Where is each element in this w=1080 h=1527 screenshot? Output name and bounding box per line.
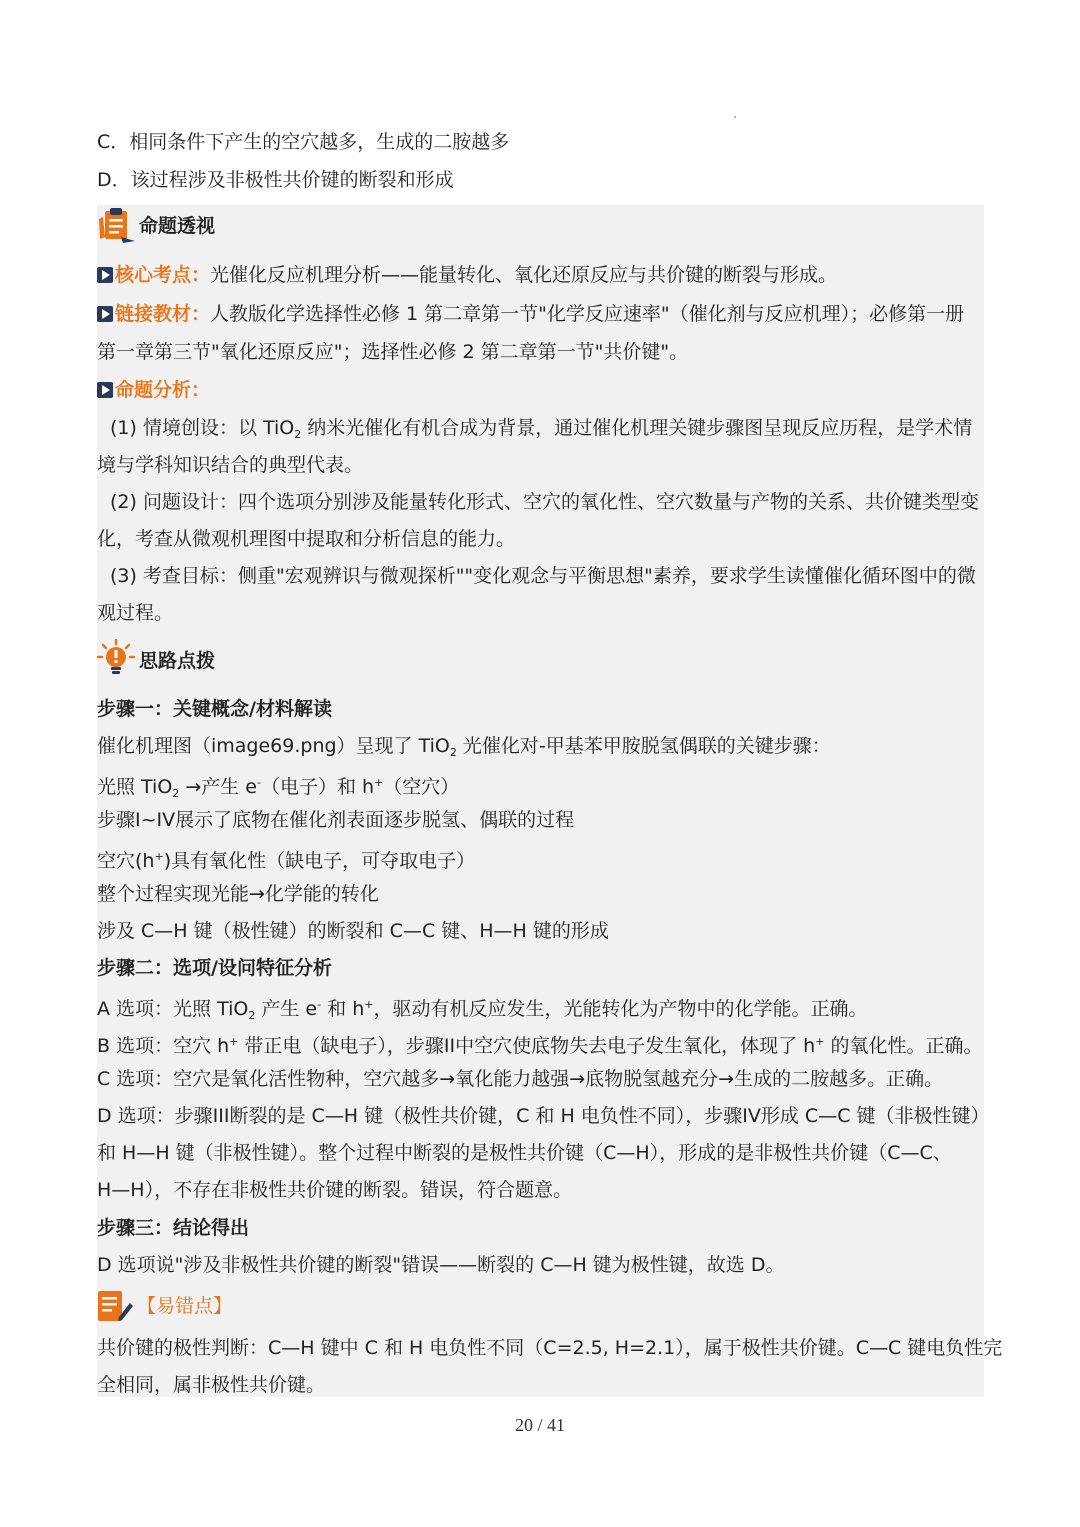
analysis-heading bbox=[97, 378, 210, 402]
option-d: D．该过程涉及非极性共价键的断裂和形成 bbox=[97, 169, 454, 191]
superscript: + bbox=[364, 998, 374, 1011]
option-c-analysis: C 选项：空穴是氧化活性物种，空穴越多→氧化能力越强→底物脱氢越充分→生成的二胺越多。正确。 bbox=[97, 1068, 944, 1090]
analysis-item-1-text-a: (1) 情境创设：以 TiO bbox=[110, 417, 295, 439]
core-point-line bbox=[97, 263, 837, 287]
step1-line-4-b: )具有氧化性（缺电子，可夺取电子） bbox=[163, 850, 476, 872]
option-a-text-a: A 选项：光照 TiO bbox=[97, 998, 249, 1020]
superscript: - bbox=[257, 776, 261, 789]
section-title-yicuo: 【易错点】 bbox=[137, 1295, 233, 1317]
option-d-analysis-1: D 选项：步骤III断裂的是 C—H 键（极性共价键，C 和 H 电负性不同），步骤IV形成 C—C 键（非极性键） bbox=[97, 1105, 990, 1127]
subscript: 2 bbox=[248, 1009, 256, 1022]
subscript: 2 bbox=[449, 746, 457, 759]
option-d-analysis-2: 和 H—H 键（非极性键）。整个过程中断裂的是极性共价键（C—H），形成的是非极性共价键（C—C、 bbox=[97, 1142, 952, 1164]
analysis-item-1 bbox=[110, 416, 972, 447]
option-a-text-b: 产生 e bbox=[255, 998, 318, 1020]
analysis-item-2: (2) 问题设计：四个选项分别涉及能量转化形式、空穴的氧化性、空穴数量与产物的关系、共价键类型变 bbox=[110, 491, 979, 513]
textbook-link-line bbox=[97, 302, 964, 326]
step1-line-4 bbox=[97, 845, 475, 873]
superscript: + bbox=[154, 850, 164, 863]
option-a-text-d: ，驱动有机反应发生，光能转化为产物中的化学能。正确。 bbox=[373, 998, 868, 1020]
option-c: C．相同条件下产生的空穴越多，生成的二胺越多 bbox=[97, 131, 510, 153]
play-icon bbox=[97, 382, 113, 398]
step3-title: 步骤三：结论得出 bbox=[97, 1217, 250, 1239]
option-b-text-a: B 选项：空穴 h bbox=[97, 1035, 230, 1057]
option-b-text-b: 带正电（缺电子），步骤II中空穴使底物失去电子发生氧化，体现了 h bbox=[238, 1035, 816, 1057]
analysis-item-1-cont: 境与学科知识结合的典型代表。 bbox=[97, 454, 364, 476]
step1-line-2 bbox=[97, 771, 459, 806]
option-a-analysis bbox=[97, 993, 867, 1028]
play-icon bbox=[97, 267, 113, 283]
subscript: 2 bbox=[172, 787, 180, 800]
core-point-label: 核心考点： bbox=[115, 264, 211, 286]
step1-line-1-a: 催化机理图（image69.png）呈现了 TiO bbox=[97, 735, 450, 757]
play-icon bbox=[97, 306, 113, 322]
analysis-item-3-cont: 观过程。 bbox=[97, 602, 174, 624]
analysis-item-3: (3) 考查目标：侧重"宏观辨识与微观探析""变化观念与平衡思想"素养，要求学生读懂催化循环图中的微 bbox=[110, 565, 976, 587]
page-number: 20 / 41 bbox=[514, 1415, 565, 1435]
option-a-text-c: 和 h bbox=[321, 998, 365, 1020]
analysis-label: 命题分析： bbox=[115, 379, 211, 401]
step1-line-2-c: （电子）和 h bbox=[260, 776, 375, 798]
pitfall-line-1: 共价键的极性判断：C—H 键中 C 和 H 电负性不同（C=2.5, H=2.1），属于极性共价键。C—C 键电负性完 bbox=[97, 1337, 1003, 1359]
section-title-silu: 思路点拨 bbox=[139, 650, 216, 672]
clipboard-icon bbox=[97, 207, 137, 249]
step1-line-2-d: （空穴） bbox=[383, 776, 460, 798]
textbook-link-text-2: 第一章第三节"氧化还原反应"；选择性必修 2 第二章第一节"共价键"。 bbox=[97, 341, 689, 363]
step3-conclusion: D 选项说"涉及非极性共价键的断裂"错误——断裂的 C—H 键为极性键，故选 D。 bbox=[97, 1254, 785, 1276]
step1-line-4-a: 空穴(h bbox=[97, 850, 155, 872]
section-title-mingti: 命题透视 bbox=[139, 215, 216, 237]
option-d-analysis-3: H—H），不存在非极性共价键的断裂。错误，符合题意。 bbox=[97, 1179, 573, 1201]
superscript: + bbox=[229, 1035, 239, 1048]
option-b-analysis bbox=[97, 1030, 982, 1058]
core-point-text: 光催化反应机理分析——能量转化、氧化还原反应与共价键的断裂与形成。 bbox=[210, 264, 838, 286]
superscript: - bbox=[317, 998, 322, 1011]
notepad-pen-icon bbox=[97, 1287, 133, 1329]
analysis-item-1-text-b: 纳米光催化有机合成为背景，通过催化机理关键步骤图呈现反应历程，是学术情 bbox=[301, 417, 973, 439]
step1-line-2-a: 光照 TiO bbox=[97, 776, 173, 798]
step1-line-1-b: 光催化对-甲基苯甲胺脱氢偶联的关键步骤： bbox=[456, 735, 831, 757]
textbook-link-text: 人教版化学选择性必修 1 第二章第一节"化学反应速率"（催化剂与反应机理）；必修第一册 bbox=[210, 303, 965, 325]
lightbulb-icon bbox=[97, 639, 135, 681]
step1-line-3: 步骤I~IV展示了底物在催化剂表面逐步脱氢、偶联的过程 bbox=[97, 809, 575, 831]
pitfall-line-2: 全相同，属非极性共价键。 bbox=[97, 1374, 326, 1396]
stray-dot bbox=[734, 116, 736, 118]
superscript: + bbox=[815, 1035, 825, 1048]
textbook-link-label: 链接教材： bbox=[115, 303, 211, 325]
analysis-item-2-cont: 化，考查从微观机理图中提取和分析信息的能力。 bbox=[97, 528, 516, 550]
step1-line-6: 涉及 C—H 键（极性键）的断裂和 C—C 键、H—H 键的形成 bbox=[97, 920, 609, 942]
subscript: 2 bbox=[294, 428, 302, 441]
step1-title: 步骤一：关键概念/材料解读 bbox=[97, 698, 332, 720]
step2-title: 步骤二：选项/设问特征分析 bbox=[97, 957, 332, 979]
step1-line-1 bbox=[97, 734, 831, 765]
step1-line-5: 整个过程实现光能→化学能的转化 bbox=[97, 883, 379, 905]
superscript: + bbox=[374, 776, 384, 789]
option-b-text-c: 的氧化性。正确。 bbox=[824, 1035, 983, 1057]
step1-line-2-b: →产生 e bbox=[179, 776, 257, 798]
